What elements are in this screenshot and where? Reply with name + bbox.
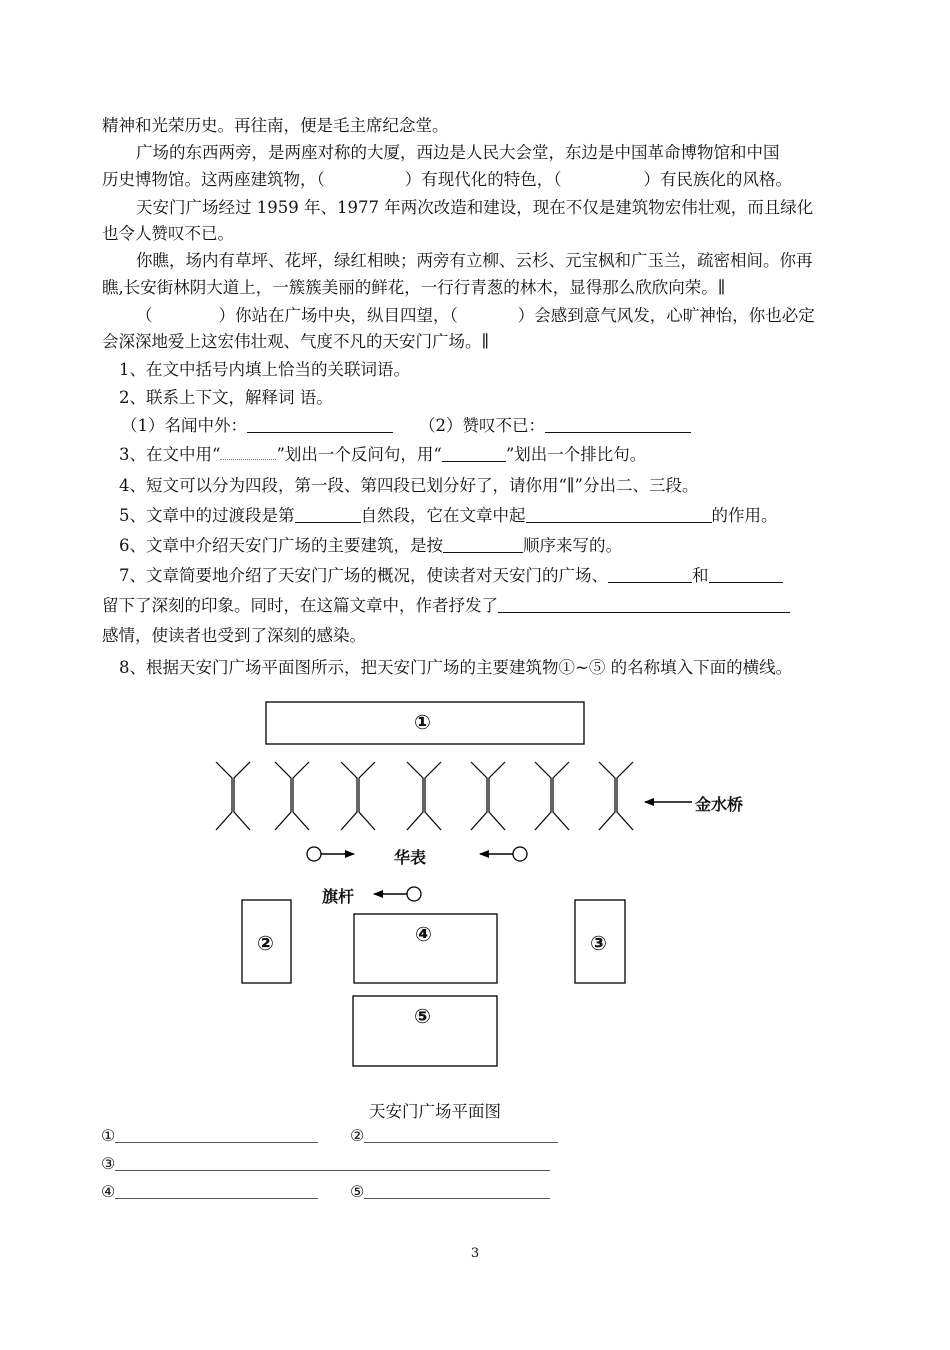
building-1-label: ①	[414, 710, 431, 734]
question-2-items: （1）名闻中外： （2）赞叹不已：	[121, 416, 691, 436]
building-3-label: ③	[590, 931, 607, 955]
bridge	[216, 762, 250, 830]
answer-line-5: ⑤	[350, 1182, 550, 1201]
building-4-label: ④	[415, 922, 432, 946]
passage-line: 也令人赞叹不已。	[102, 224, 234, 243]
bridge	[341, 762, 375, 830]
answer-blank[interactable]	[115, 1126, 318, 1143]
bridge	[471, 762, 505, 830]
flagpole-circle	[407, 887, 421, 901]
question-3: 3、在文中用“ ”划出一个反问句，用“ ”划出一个排比句。	[119, 445, 647, 464]
answer-line-1: ①	[101, 1126, 318, 1145]
question-7-cont: 留下了深刻的印象。同时，在这篇文章中，作者抒发了	[102, 596, 790, 616]
question-4: 4、短文可以分为四段，第一段、第四段已划分好了，请你用“∥”分出二、三段。	[119, 476, 699, 495]
page-number: 3	[470, 1246, 480, 1261]
huabiao-east-circle	[513, 847, 527, 861]
flagpole-label: 旗杆	[322, 887, 355, 906]
question-7: 7、文章简要地介绍了天安门广场的概况，使读者对天安门的广场、 和	[119, 566, 783, 586]
passage-line: （ ）你站在广场中央，纵目四望，（ ）会感到意气风发，心旷神怡，你也必定	[136, 306, 815, 325]
passage-line: 精神和光荣历史。再往南，便是毛主席纪念堂。	[102, 116, 449, 135]
passage-line: 历史博物馆。这两座建筑物，（ ）有现代化的特色，（ ）有民族化的风格。	[102, 170, 792, 189]
passage-line: 会深深地爱上这宏伟壮观、气度不凡的天安门广场。∥	[102, 332, 490, 351]
bridge	[407, 762, 441, 830]
huabiao-label: 华表	[394, 848, 427, 867]
passage-line: 天安门广场经过 1959 年、1977 年两次改造和建设，现在不仅是建筑物宏伟壮观，而且绿化	[136, 198, 814, 217]
bridge	[599, 762, 633, 830]
question-7-cont: 感情，使读者也受到了深刻的感染。	[102, 626, 366, 645]
huabiao-west-circle	[307, 847, 321, 861]
bridge-label: 金水桥	[695, 795, 744, 814]
question-2: 2、联系上下文，解释词 语。	[119, 388, 333, 407]
building-2-label: ②	[257, 931, 274, 955]
passage-line: 广场的东西两旁，是两座对称的大厦，西边是人民大会堂，东边是中国革命博物馆和中国	[136, 143, 780, 162]
answer-line-3: ③	[101, 1154, 550, 1173]
bridge	[275, 762, 309, 830]
diagram-caption: 天安门广场平面图	[369, 1102, 501, 1121]
answer-blank[interactable]	[115, 1154, 550, 1171]
passage-line: 你瞧，场内有草坪、花坪，绿红相映；两旁有立柳、云杉、元宝枫和广玉兰，疏密相间。你再	[136, 251, 813, 270]
answer-blank[interactable]	[115, 1182, 318, 1199]
answer-line-2: ②	[350, 1126, 558, 1145]
building-5-label: ⑤	[414, 1004, 431, 1028]
question-5: 5、文章中的过渡段是第 自然段，它在文章中起 的作用。	[119, 506, 778, 525]
question-1: 1、在文中括号内填上恰当的关联词语。	[119, 360, 410, 379]
answer-blank[interactable]	[364, 1182, 550, 1199]
answer-blank[interactable]	[364, 1126, 558, 1143]
question-8: 8、根据天安门广场平面图所示，把天安门广场的主要建筑物①~⑤ 的名称填入下面的横线。	[119, 658, 793, 677]
bridge	[535, 762, 569, 830]
jinshui-bridges	[216, 762, 633, 830]
passage-line: 瞧,长安街林阴大道上，一簇簇美丽的鲜花，一行行青葱的林木，显得那么欣欣向荣。∥	[102, 278, 726, 297]
question-6: 6、文章中介绍天安门广场的主要建筑，是按 顺序来写的。	[119, 536, 622, 555]
answer-line-4: ④	[101, 1182, 318, 1201]
